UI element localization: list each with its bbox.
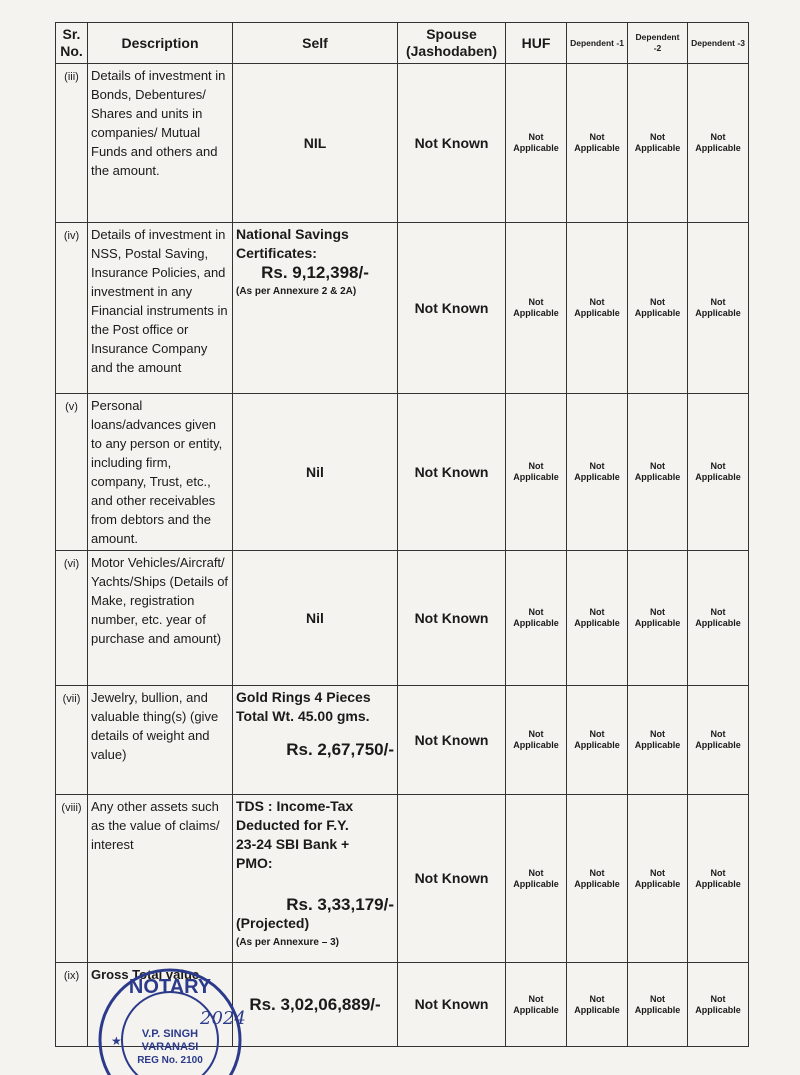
sr-no: (vii) <box>56 686 88 795</box>
spouse-value: Not Known <box>398 394 506 551</box>
table-row <box>56 686 749 795</box>
description: Jewelry, bullion, and valuable thing(s) (give details of weight and value) <box>88 686 233 795</box>
dependent-3-value: Not Applicable <box>688 223 749 394</box>
self-amount: Rs. 3,33,179/- <box>286 895 394 914</box>
dependent-3-value: Not Applicable <box>688 394 749 551</box>
dependent-1-value: Not Applicable <box>567 686 628 795</box>
sr-no: (iv) <box>56 223 88 394</box>
huf-value: Not Applicable <box>506 551 567 686</box>
table-row <box>56 223 749 394</box>
sr-no: (iii) <box>56 64 88 223</box>
dependent-1-value: Not Applicable <box>567 223 628 394</box>
header-row <box>56 23 749 64</box>
stamp-reg: REG No. 2100 <box>137 1055 203 1066</box>
dependent-1-value: Not Applicable <box>567 394 628 551</box>
dependent-2-value: Not Applicable <box>628 394 688 551</box>
sr-no: (viii) <box>56 795 88 963</box>
huf-value: Not Applicable <box>506 223 567 394</box>
self-value: NIL <box>233 64 398 223</box>
dependent-1-value: Not Applicable <box>567 64 628 223</box>
dependent-3-value: Not Applicable <box>688 686 749 795</box>
self-sub: (Projected) <box>236 915 310 931</box>
header-dependent-2: Dependent -2 <box>628 23 688 64</box>
dependent-3-value: Not Applicable <box>688 64 749 223</box>
sr-no: (v) <box>56 394 88 551</box>
star-icon: ★ <box>111 1034 122 1048</box>
assets-table <box>55 22 749 1047</box>
sr-no: (ix) <box>56 963 88 1047</box>
dependent-1-value: Not Applicable <box>567 795 628 963</box>
header-spouse: Spouse (Jashodaben) <box>398 23 506 64</box>
self-amount: Rs. 3,02,06,889/- <box>233 963 398 1047</box>
stamp-title: NOTARY <box>128 976 212 998</box>
description: Details of investment in Bonds, Debentures/ Shares and units in companies/ Mutual Funds and others and the amount. <box>88 64 233 223</box>
huf-value: Not Applicable <box>506 64 567 223</box>
description: Gross Total value <box>88 963 233 1047</box>
dependent-2-value: Not Applicable <box>628 64 688 223</box>
dependent-3-value: Not Applicable <box>688 963 749 1047</box>
dependent-3-value: Not Applicable <box>688 551 749 686</box>
dependent-2-value: Not Applicable <box>628 686 688 795</box>
stamp-city: VARANASI <box>141 1041 199 1053</box>
header-self: Self <box>233 23 398 64</box>
table-row <box>56 795 749 963</box>
header-huf: HUF <box>506 23 567 64</box>
huf-value: Not Applicable <box>506 795 567 963</box>
dependent-2-value: Not Applicable <box>628 223 688 394</box>
description: Any other assets such as the value of claims/ interest <box>88 795 233 963</box>
header-description: Description <box>88 23 233 64</box>
dependent-1-value: Not Applicable <box>567 551 628 686</box>
self-amount: Rs. 2,67,750/- <box>286 740 394 759</box>
self-note: (As per Annexure 2 & 2A) <box>236 286 357 297</box>
dependent-2-value: Not Applicable <box>628 963 688 1047</box>
self-value <box>233 795 398 963</box>
self-amount: Rs. 9,12,398/- <box>261 263 369 282</box>
table-row <box>56 64 749 223</box>
dependent-2-value: Not Applicable <box>628 795 688 963</box>
huf-value: Not Applicable <box>506 963 567 1047</box>
description: Personal loans/advances given to any person or entity, including firm, company, Trust, etc., and other receivables from debtors and the amount. <box>88 394 233 551</box>
description: Motor Vehicles/Aircraft/ Yachts/Ships (Details of Make, registration number, etc. year of purchase and amount) <box>88 551 233 686</box>
stamp-name: V.P. SINGH <box>141 1028 199 1040</box>
dependent-2-value: Not Applicable <box>628 551 688 686</box>
signature: 2024 <box>200 1008 246 1029</box>
header-dependent-1: Dependent -1 <box>567 23 628 64</box>
self-value: Nil <box>233 551 398 686</box>
self-value <box>233 223 398 394</box>
table-row <box>56 551 749 686</box>
self-note: (As per Annexure – 3) <box>236 937 339 948</box>
spouse-value: Not Known <box>398 551 506 686</box>
spouse-value: Not Known <box>398 223 506 394</box>
huf-value: Not Applicable <box>506 686 567 795</box>
sr-no: (vi) <box>56 551 88 686</box>
header-dependent-3: Dependent -3 <box>688 23 749 64</box>
self-title: National Savings Certificates: <box>236 226 349 261</box>
self-title: TDS : Income-Tax Deducted for F.Y. 23-24 SBI Bank + PMO: <box>236 798 354 871</box>
header-sr: Sr. No. <box>56 23 88 64</box>
description: Details of investment in NSS, Postal Saving, Insurance Policies, and investment in any Financial instruments in the Post office or Insurance Company and the amount <box>88 223 233 394</box>
spouse-value: Not Known <box>398 64 506 223</box>
huf-value: Not Applicable <box>506 394 567 551</box>
dependent-1-value: Not Applicable <box>567 963 628 1047</box>
spouse-value: Not Known <box>398 686 506 795</box>
spouse-value: Not Known <box>398 795 506 963</box>
spouse-value: Not Known <box>398 963 506 1047</box>
dependent-3-value: Not Applicable <box>688 795 749 963</box>
self-value: Nil <box>233 394 398 551</box>
self-title: Gold Rings 4 Pieces Total Wt. 45.00 gms. <box>236 689 371 724</box>
table-row <box>56 394 749 551</box>
self-value <box>233 686 398 795</box>
